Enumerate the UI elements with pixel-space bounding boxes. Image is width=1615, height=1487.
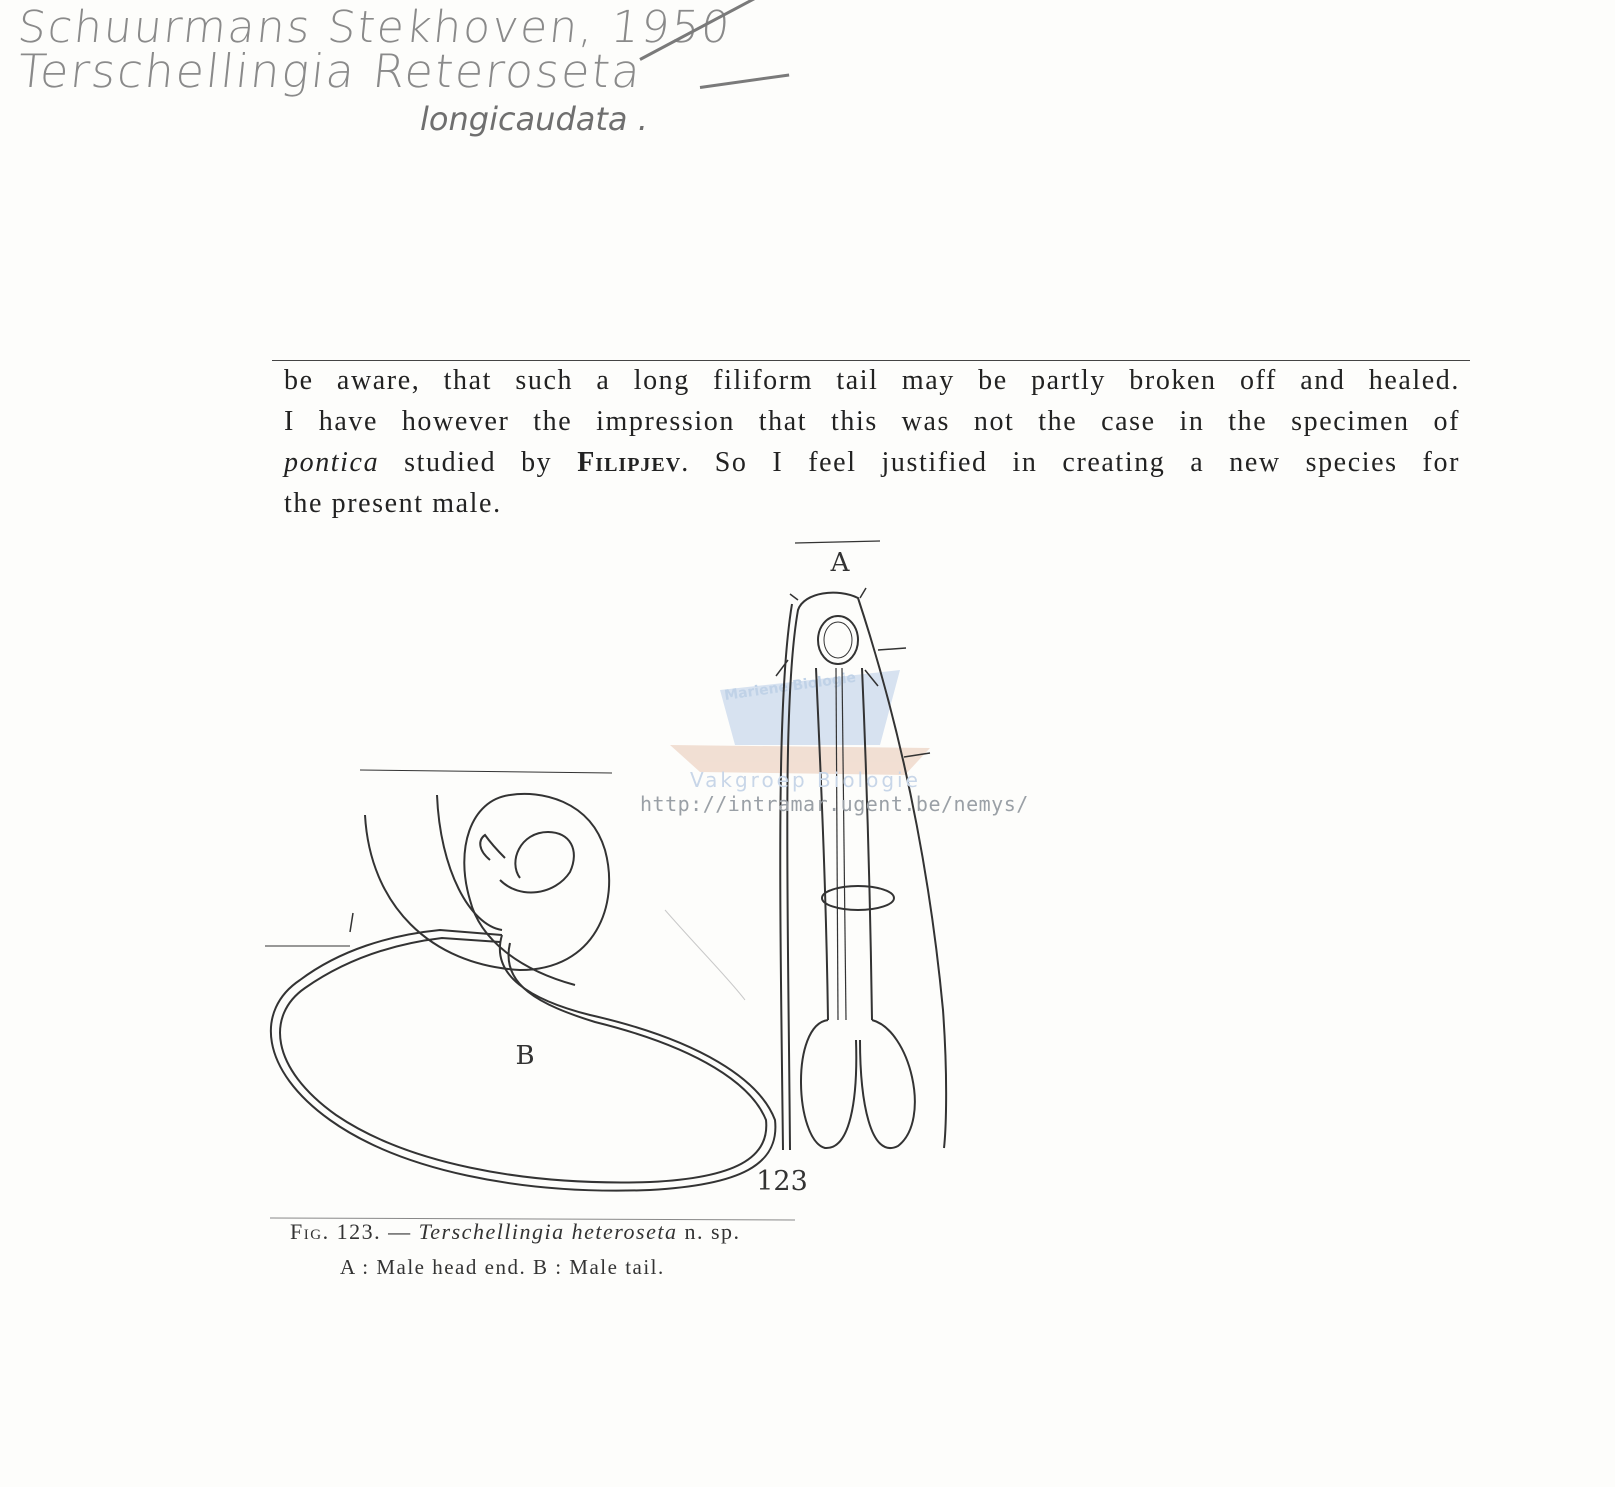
watermark-logo xyxy=(670,670,930,775)
watermark-org: Vakgroep Biologie xyxy=(690,768,921,792)
tail-drawing xyxy=(265,770,775,1191)
body-line-3-a: studied by xyxy=(379,447,578,478)
caption-suffix: n. sp. xyxy=(677,1219,741,1244)
label-a: A xyxy=(830,548,850,578)
handwritten-correction-note: longicaudata . xyxy=(420,100,648,138)
author-name: Filipjev xyxy=(577,447,682,478)
body-line-4: the present male. xyxy=(284,488,502,519)
body-line-3-b: . So I feel justified in creating a new species for xyxy=(681,447,1460,478)
body-line-1: be aware, that such a long filiform tail may be partly broken off and healed. xyxy=(284,365,1460,396)
figure-caption-detail: A : Male head end. B : Male tail. xyxy=(340,1255,665,1279)
species-name: pontica xyxy=(284,447,380,478)
svg-text:Mariene Biologie: Mariene Biologie xyxy=(723,669,857,704)
figure-caption xyxy=(290,1219,741,1245)
caption-species: Terschellingia heteroseta xyxy=(418,1219,678,1244)
handwritten-genus-note: Terschellingia Reteroseta xyxy=(15,44,645,98)
head-end-drawing xyxy=(776,541,946,1150)
caption-prefix: Fig. 123. — xyxy=(290,1219,419,1244)
watermark-url: http://intramar.ugent.be/nemys/ xyxy=(640,792,1029,816)
label-b: B xyxy=(515,1041,535,1071)
figure-number: 123 xyxy=(756,1166,808,1197)
handwritten-author-note: Schuurmans Stekhoven, 1950 xyxy=(15,2,734,53)
body-line-2: I have however the impression that this was not the case in the specimen of xyxy=(284,406,1460,437)
